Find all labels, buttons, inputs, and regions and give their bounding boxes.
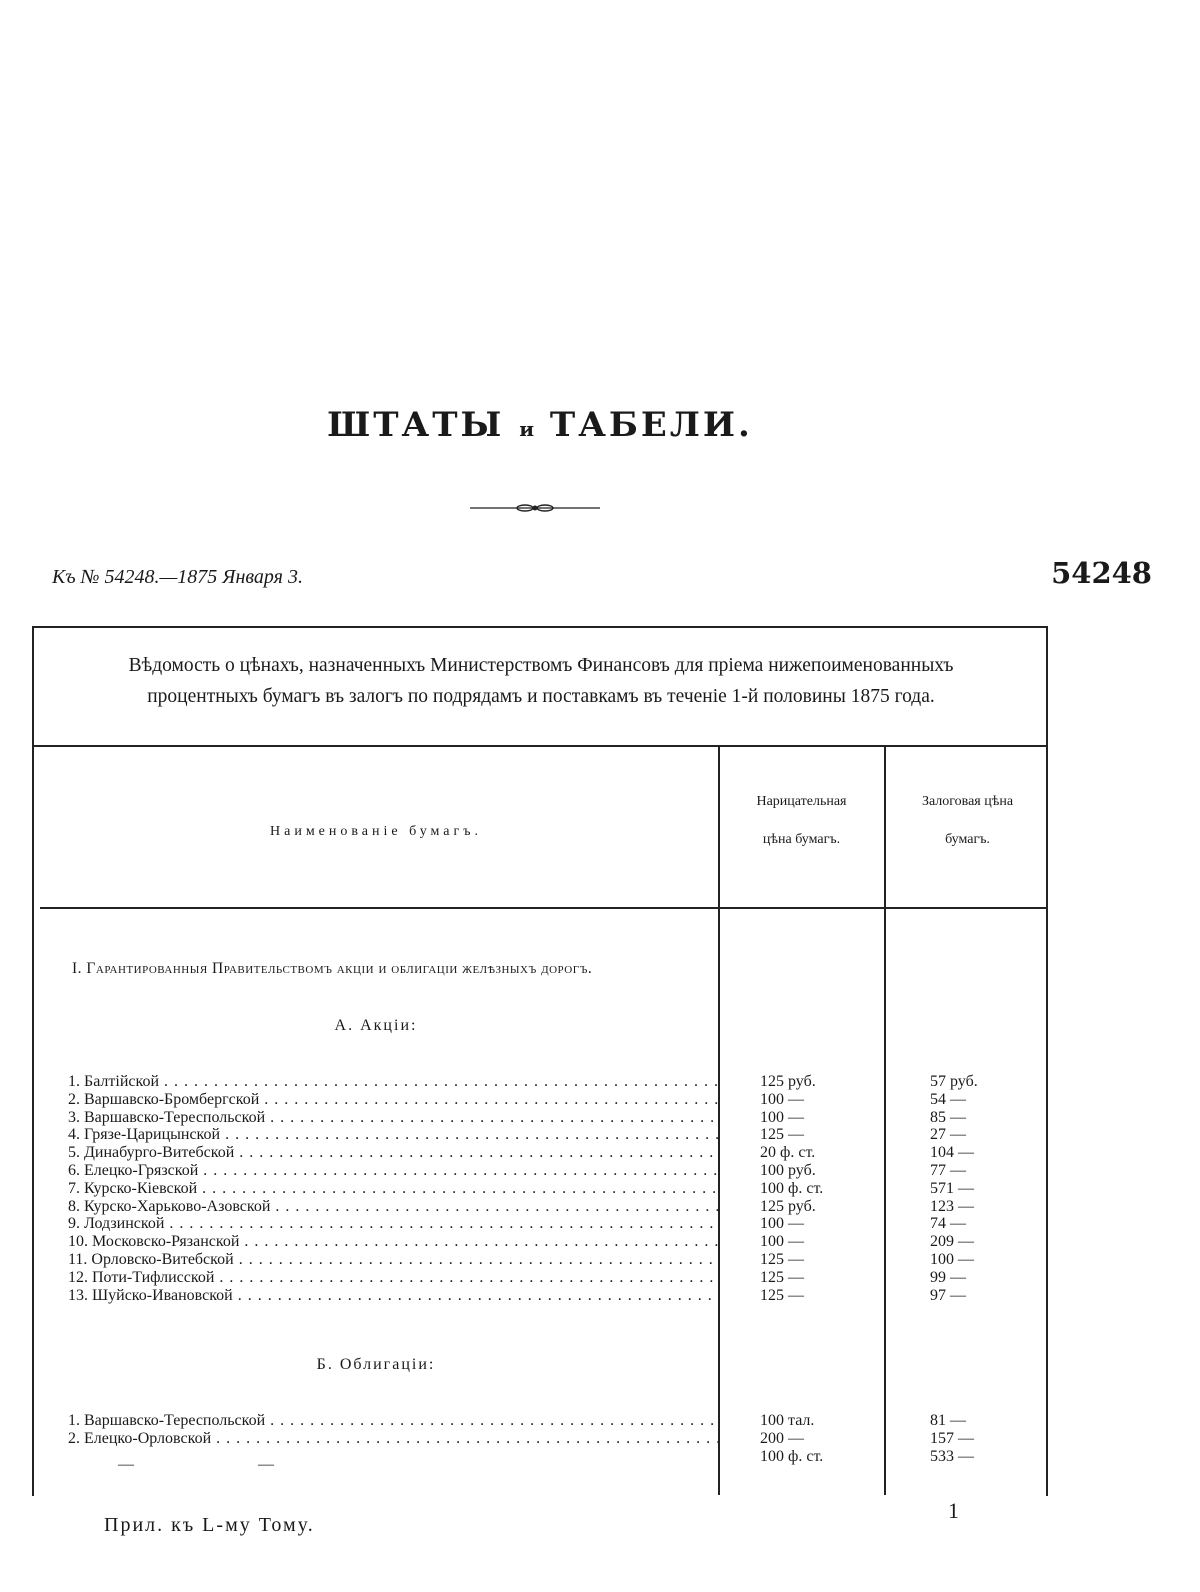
ditto-marks: — — <box>118 1456 334 1473</box>
bail-value: 571 — <box>930 1179 974 1197</box>
par-value: 20 ф. ст. <box>760 1144 816 1162</box>
subsection-shares: А. Акціи: <box>334 1017 418 1034</box>
column-header-par-line-1: Нарицательная <box>756 794 847 809</box>
column-header-par-line-2: цѣна бумагъ. <box>762 832 841 847</box>
par-value: 100 — <box>760 1215 804 1233</box>
security-name: 8. Курско-Харьково-Азовской . . . <box>68 1198 718 1216</box>
par-value: 100 ф. ст. <box>760 1447 824 1465</box>
par-value: 100 тал. <box>760 1412 815 1429</box>
table-row <box>68 1180 1003 1198</box>
par-value: 125 руб. <box>760 1073 816 1090</box>
caption-line-1: Вѣдомость о цѣнахъ, назначенныхъ Министерствомъ Финансовъ для пріема нижепоименованныхъ <box>128 655 954 676</box>
security-name: 6. Елецко-Грязской . . . <box>68 1162 718 1180</box>
column-header-par <box>720 783 883 859</box>
table-caption <box>34 650 1048 712</box>
bail-value: 27 — <box>930 1126 966 1144</box>
par-value: 100 руб. <box>760 1162 816 1179</box>
header-divider <box>40 907 1048 909</box>
security-name: 7. Курско-Кіевской . . . <box>68 1180 718 1198</box>
table-row <box>68 1126 1003 1144</box>
security-name: 10. Московско-Рязанской . . . <box>68 1233 718 1251</box>
security-name: 4. Грязе-Царицынской . . . <box>68 1126 718 1144</box>
par-value: 200 — <box>760 1429 804 1447</box>
security-name: 12. Поти-Тифлисской . . . <box>68 1269 718 1287</box>
par-value: 100 — <box>760 1233 804 1251</box>
security-name: 9. Лодзинской . . . <box>68 1215 718 1233</box>
table-row <box>68 1091 1003 1109</box>
table-row <box>68 1269 1003 1287</box>
par-value: 100 — <box>760 1108 804 1126</box>
caption-divider <box>34 745 1048 747</box>
bail-value: 99 — <box>930 1268 966 1286</box>
table-row <box>68 1233 1003 1251</box>
table-row <box>68 1144 1003 1162</box>
security-name: 3. Варшавско-Тереспольской . . . <box>68 1109 718 1127</box>
title-part-1: ШТАТЫ <box>327 405 505 445</box>
table-row <box>68 1251 1003 1269</box>
decree-number: 54248 <box>1051 556 1152 590</box>
table-row <box>68 1073 1003 1091</box>
par-value: 125 — <box>760 1126 804 1144</box>
security-name: 13. Шуйско-Ивановской . . . <box>68 1287 718 1305</box>
title-part-3: ТАБЕЛИ. <box>549 405 753 445</box>
column-header-bail-line-1: Залоговая цѣна <box>921 794 1014 809</box>
footer-volume-note: Прил. къ L-му Тому. <box>104 1514 315 1536</box>
par-value: 100 — <box>760 1090 804 1108</box>
bail-value: 209 — <box>930 1233 974 1251</box>
security-name: 2. Елецко-Орловской . . . <box>68 1430 718 1448</box>
column-header-bail <box>886 783 1049 859</box>
bail-value: 157 — <box>930 1429 974 1447</box>
bail-value: 77 — <box>930 1162 966 1179</box>
bail-value: 85 — <box>930 1108 966 1126</box>
security-name: 2. Варшавско-Бромбергской . . . <box>68 1091 718 1109</box>
subsection-bonds: Б. Облигаціи: <box>316 1356 436 1373</box>
bail-value: 81 — <box>930 1412 966 1429</box>
column-header-name: Наименованіе бумагъ. <box>270 824 482 839</box>
table-row <box>68 1198 1003 1216</box>
table-row <box>68 1412 1003 1430</box>
table-row <box>68 1162 1003 1180</box>
table-row <box>68 1287 1003 1305</box>
column-header-bail-line-2: бумагъ. <box>945 832 990 847</box>
title-ornament <box>470 500 600 516</box>
bail-value: 100 — <box>930 1251 974 1268</box>
title-part-2: и <box>519 417 536 441</box>
table-row <box>68 1109 1003 1127</box>
table-row <box>68 1430 1003 1448</box>
par-value: 125 — <box>760 1251 804 1268</box>
bail-value: 74 — <box>930 1215 966 1233</box>
security-name: 1. Варшавско-Тереспольской . . . <box>68 1412 718 1430</box>
security-name: 11. Орловско-Витебской . . . <box>68 1251 718 1269</box>
table-row <box>68 1215 1003 1233</box>
bail-value: 54 — <box>930 1090 966 1108</box>
page-number: 1 <box>948 1498 959 1523</box>
par-value: 125 — <box>760 1286 804 1304</box>
page-title <box>0 405 1080 445</box>
caption-line-2: процентныхъ бумагъ въ залогъ по подрядамъ и поставкамъ въ теченіе 1-й половины 1875 года. <box>147 686 935 707</box>
par-value: 125 — <box>760 1268 804 1286</box>
par-value: 100 ф. ст. <box>760 1179 824 1197</box>
security-name: 1. Балтійской . . . <box>68 1073 718 1091</box>
decree-reference: Къ № 54248.—1875 Января 3. <box>52 566 303 588</box>
bail-value: 123 — <box>930 1197 974 1215</box>
section-title: I. Гарантированныя Правительствомъ акціи и облигаціи желѣзныхъ дорогъ. <box>72 960 593 977</box>
par-value: 125 руб. <box>760 1197 816 1215</box>
security-name: 5. Динабурго-Витебской . . . <box>68 1144 718 1162</box>
bail-value: 104 — <box>930 1144 974 1162</box>
bail-value: 57 руб. <box>930 1073 978 1090</box>
bail-value: 97 — <box>930 1286 966 1304</box>
bail-value: 533 — <box>930 1447 974 1465</box>
